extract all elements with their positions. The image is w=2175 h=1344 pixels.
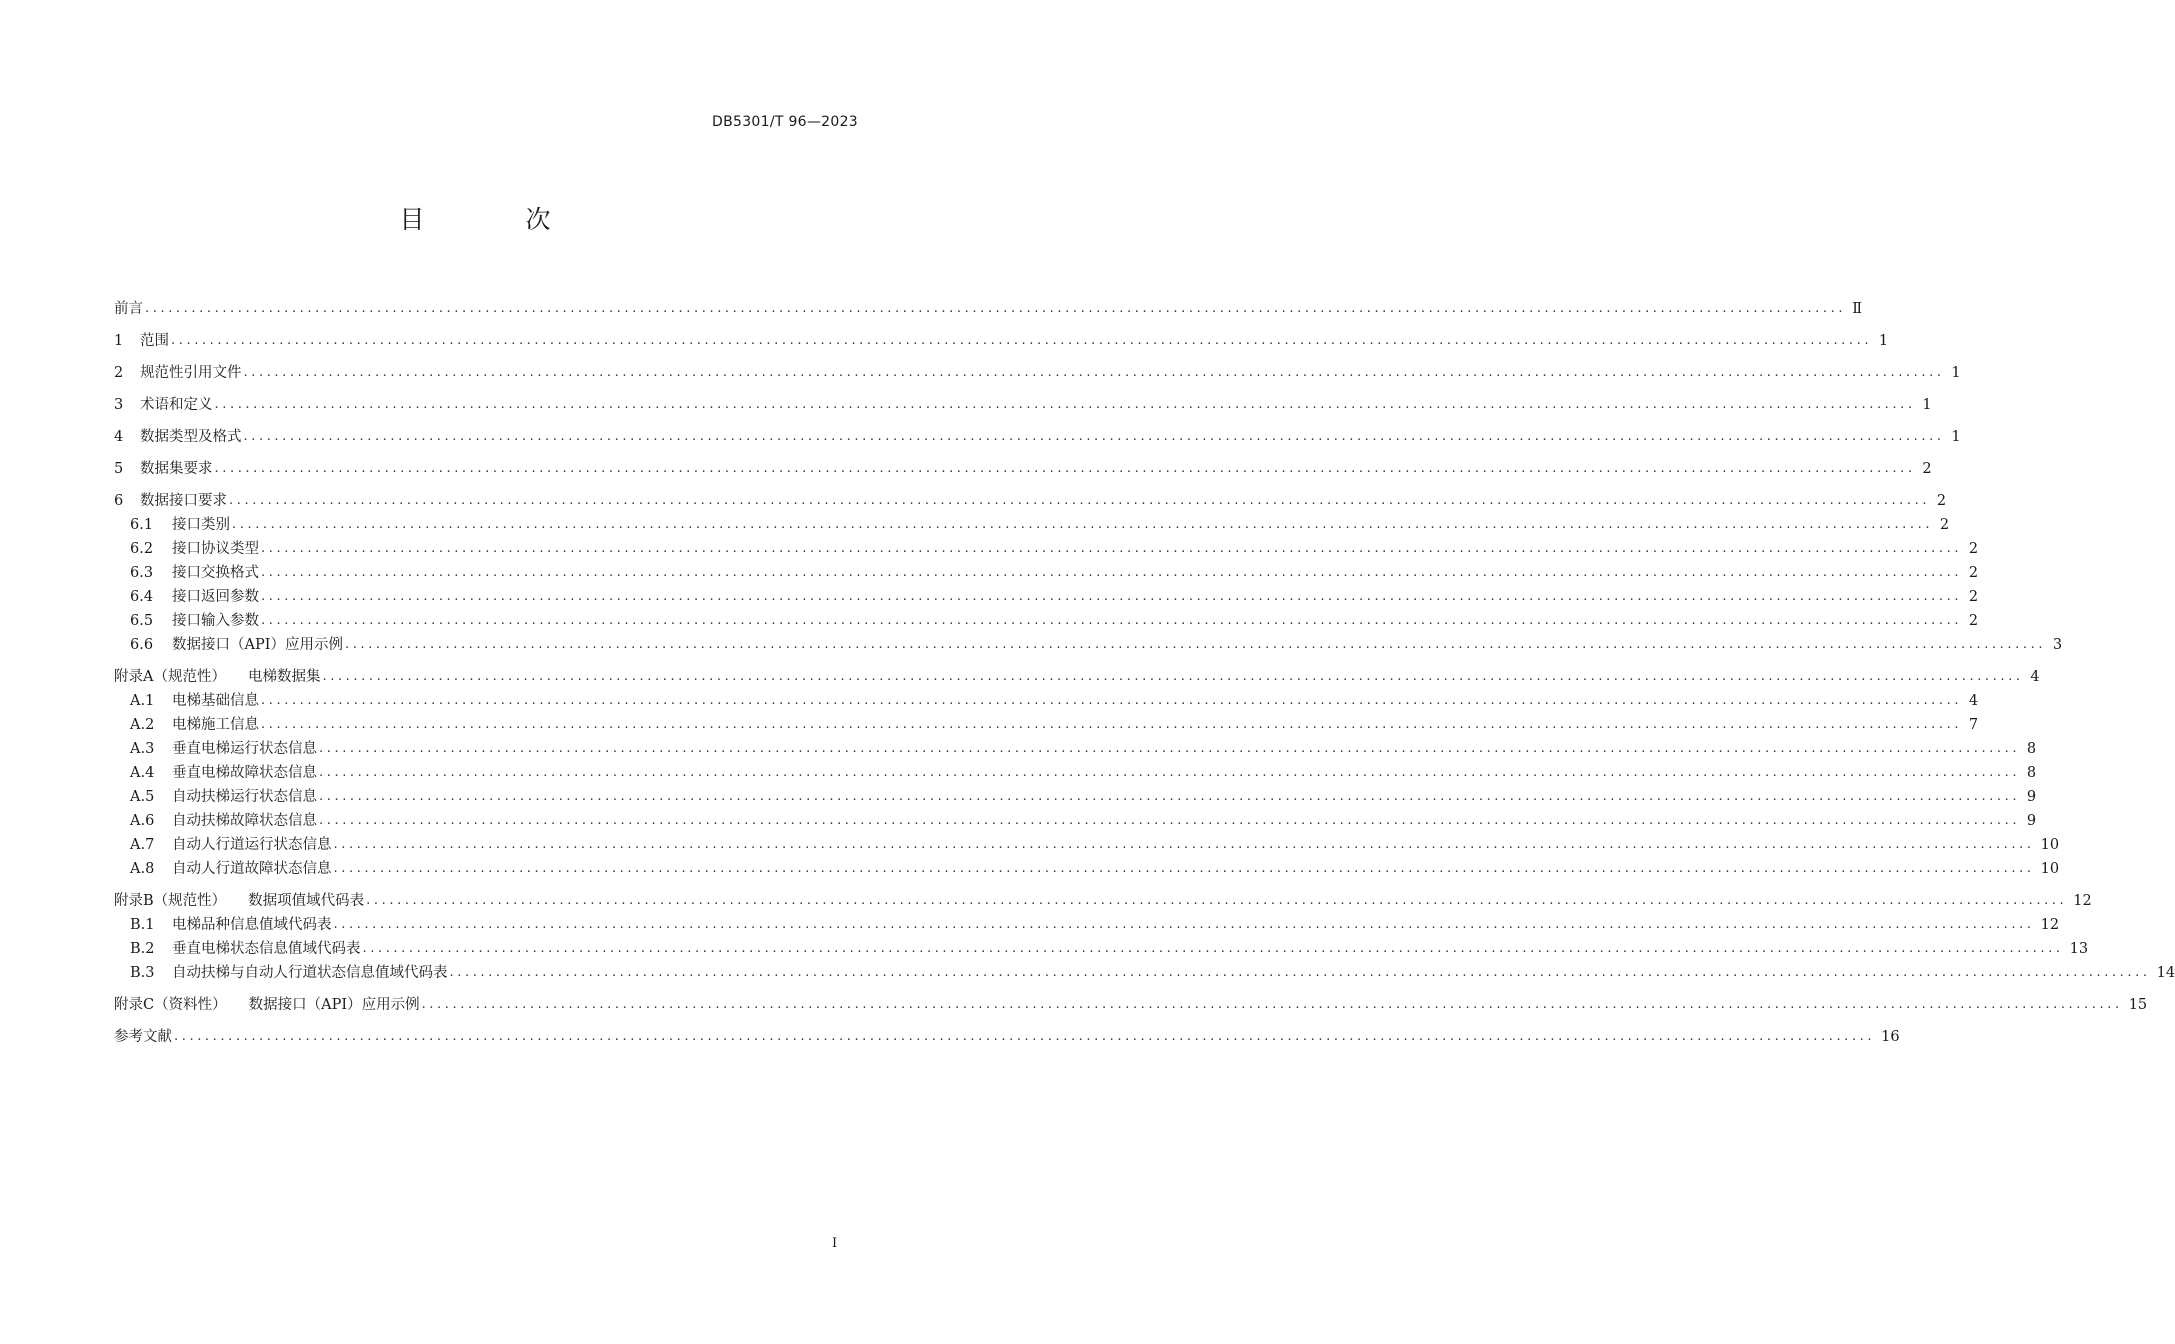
toc-leader-dots: ............................................................................................................................................................................................................................	[174, 1029, 1876, 1044]
toc-entry[interactable]	[114, 654, 2040, 686]
toc-entry-page: 1	[1951, 365, 1961, 381]
toc-entry-number: A.4	[130, 765, 155, 781]
toc-entry-label: 数据接口要求	[140, 493, 227, 509]
toc-entry-number: B.3	[130, 965, 155, 981]
toc-entry-number: A.7	[130, 837, 155, 853]
toc-entry-page: 2	[1968, 565, 1979, 581]
toc-entry-number: A.6	[130, 813, 155, 829]
toc-leader-dots: ............................................................................................................................................................................................................................	[261, 541, 1963, 556]
toc-leader-dots: ............................................................................................................................................................................................................................	[261, 565, 1963, 580]
toc-leader-dots: ............................................................................................................................................................................................................................	[261, 717, 1963, 732]
toc-entry[interactable]	[114, 382, 1932, 414]
toc-leader-dots: ............................................................................................................................................................................................................................	[344, 637, 2047, 652]
toc-leader-dots: ............................................................................................................................................................................................................................	[145, 301, 1847, 316]
toc-entry-label: 前言	[114, 301, 143, 317]
toc-entry-label: 接口交换格式	[172, 565, 259, 581]
toc-entry[interactable]	[114, 982, 2148, 1014]
document-code: DB5301/T 96—2023	[712, 114, 858, 130]
toc-entry-appendix-title: 电梯数据集	[247, 669, 321, 685]
toc-entry-number: A.5	[130, 789, 155, 805]
toc-entry-label: 电梯基础信息	[172, 693, 259, 709]
toc-entry-label: 自动扶梯运行状态信息	[172, 789, 317, 805]
toc-entry-page: 9	[2026, 789, 2037, 805]
toc-leader-dots: ............................................................................................................................................................................................................................	[171, 333, 1873, 348]
toc-entry-label: 接口输入参数	[172, 613, 259, 629]
toc-entry-label: 接口返回参数	[172, 589, 259, 605]
toc-leader-dots: ............................................................................................................................................................................................................................	[319, 765, 2021, 780]
toc-entry-label: 附录C（资料性） 数据接口（API）应用示例	[114, 997, 420, 1013]
toc-entry-label: 垂直电梯故障状态信息	[172, 765, 317, 781]
toc-entry-page: 7	[1968, 717, 1979, 733]
toc-entry-number: 6.2	[130, 541, 154, 557]
toc-entry-label: 接口协议类型	[172, 541, 259, 557]
toc-leader-dots: ............................................................................................................................................................................................................................	[261, 589, 1963, 604]
toc-entry[interactable]	[114, 606, 1979, 630]
toc-leader-dots: ............................................................................................................................................................................................................................	[243, 429, 1945, 444]
toc-entry[interactable]	[114, 710, 1979, 734]
toc-entry-number: A.2	[130, 717, 155, 733]
toc-leader-dots: ............................................................................................................................................................................................................................	[229, 493, 1931, 508]
toc-entry-label: 电梯施工信息	[172, 717, 259, 733]
toc-entry[interactable]	[114, 582, 1979, 606]
toc-leader-dots: ............................................................................................................................................................................................................................	[333, 837, 2035, 852]
toc-entry-number: A.1	[130, 693, 155, 709]
toc-entry-page: 4	[1968, 693, 1979, 709]
toc-entry-label: 范围	[140, 333, 169, 349]
toc-entry-page: 4	[2030, 669, 2040, 685]
toc-entry-page: 10	[2040, 861, 2060, 877]
toc-entry[interactable]	[114, 854, 2060, 878]
toc-entry[interactable]	[114, 446, 1932, 478]
toc-entry-page: 10	[2040, 837, 2060, 853]
toc-entry-number: 6.4	[130, 589, 154, 605]
toc-leader-dots: ............................................................................................................................................................................................................................	[333, 861, 2035, 876]
toc-entry-label: 附录B（规范性） 数据项值域代码表	[114, 893, 365, 909]
toc-entry-label: 垂直电梯运行状态信息	[172, 741, 317, 757]
toc-leader-dots: ............................................................................................................................................................................................................................	[232, 517, 1934, 532]
toc-entry[interactable]	[114, 558, 1979, 582]
toc-entry-page: 1	[1951, 429, 1961, 445]
toc-entry-page: 3	[2052, 637, 2063, 653]
toc-leader-dots: ............................................................................................................................................................................................................................	[243, 365, 1945, 380]
toc-leader-dots: ............................................................................................................................................................................................................................	[333, 917, 2035, 932]
toc-entry-page: 8	[2026, 765, 2037, 781]
toc-entry-label: 自动扶梯故障状态信息	[172, 813, 317, 829]
toc-entry-page: Ⅱ	[1852, 301, 1863, 317]
toc-entry-page: 14	[2156, 965, 2175, 981]
toc-entry-number: 6.3	[130, 565, 154, 581]
toc-entry-number: 4	[114, 429, 124, 445]
toc-entry-page: 2	[1922, 461, 1932, 477]
toc-entry-number: B.1	[130, 917, 155, 933]
toc-entry-page: 15	[2128, 997, 2148, 1013]
toc-entry[interactable]	[114, 806, 2037, 830]
toc-entry-label: 自动扶梯与自动人行道状态信息值域代码表	[172, 965, 448, 981]
toc-entry-page: 9	[2026, 813, 2037, 829]
toc-entry-page: 12	[2073, 893, 2092, 909]
toc-entry-page: 8	[2026, 741, 2037, 757]
toc-entry-number: 6.1	[130, 517, 154, 533]
toc-leader-dots: ............................................................................................................................................................................................................................	[366, 893, 2068, 908]
toc-leader-dots: ............................................................................................................................................................................................................................	[214, 461, 1916, 476]
toc-entry-label: 垂直电梯状态信息值域代码表	[172, 941, 361, 957]
toc-entry[interactable]	[114, 1014, 1900, 1046]
toc-entry[interactable]	[114, 414, 1961, 446]
toc-entry-label: 术语和定义	[140, 397, 213, 413]
toc-entry-number: A.3	[130, 741, 155, 757]
toc-entry[interactable]	[114, 478, 1947, 510]
toc-entry-label: 自动人行道运行状态信息	[172, 837, 332, 853]
toc-leader-dots: ............................................................................................................................................................................................................................	[322, 669, 2024, 684]
toc-entry-page: 1	[1922, 397, 1932, 413]
toc-entry[interactable]	[114, 878, 2092, 910]
toc-entry-page: 1	[1878, 333, 1889, 349]
toc-entry-page: 2	[1968, 589, 1979, 605]
toc-entry-label: 规范性引用文件	[140, 365, 242, 381]
toc-leader-dots: ............................................................................................................................................................................................................................	[319, 789, 2021, 804]
toc-entry-label: 附录A（规范性） 电梯数据集	[114, 669, 321, 685]
table-of-contents	[114, 286, 2175, 1046]
toc-entry-appendix-title: 数据接口（API）应用示例	[248, 997, 420, 1013]
toc-leader-dots: ............................................................................................................................................................................................................................	[362, 941, 2064, 956]
toc-entry[interactable]	[114, 286, 1863, 318]
toc-entry[interactable]	[114, 830, 2060, 854]
toc-leader-dots: ............................................................................................................................................................................................................................	[421, 997, 2123, 1012]
toc-entry-number: 6.5	[130, 613, 154, 629]
toc-entry[interactable]	[114, 910, 2060, 934]
toc-leader-dots: ............................................................................................................................................................................................................................	[319, 813, 2021, 828]
toc-entry[interactable]	[114, 758, 2037, 782]
toc-entry[interactable]	[114, 534, 1979, 558]
toc-entry-number: 5	[114, 461, 124, 477]
toc-entry-number: 6.6	[130, 637, 154, 653]
toc-entry[interactable]	[114, 510, 1950, 534]
toc-entry[interactable]	[114, 686, 1979, 710]
toc-entry[interactable]	[114, 350, 1961, 382]
toc-leader-dots: ............................................................................................................................................................................................................................	[214, 397, 1916, 412]
toc-entry[interactable]	[114, 782, 2037, 806]
toc-entry-label: 自动人行道故障状态信息	[172, 861, 332, 877]
toc-entry-label: 接口类别	[172, 517, 230, 533]
page-number: I	[832, 1236, 838, 1251]
toc-entry[interactable]	[114, 318, 1889, 350]
toc-entry-page: 12	[2040, 917, 2060, 933]
toc-leader-dots: ............................................................................................................................................................................................................................	[261, 693, 1963, 708]
toc-entry-page: 2	[1968, 613, 1979, 629]
toc-entry[interactable]	[114, 630, 2063, 654]
toc-entry-appendix-title: 数据项值域代码表	[248, 893, 365, 909]
toc-entry[interactable]	[114, 934, 2089, 958]
toc-title: 目 次	[399, 205, 589, 234]
toc-entry-page: 13	[2069, 941, 2089, 957]
toc-leader-dots: ............................................................................................................................................................................................................................	[261, 613, 1963, 628]
toc-entry[interactable]	[114, 734, 2037, 758]
toc-entry-page: 2	[1939, 517, 1950, 533]
toc-entry-label: 电梯品种信息值域代码表	[172, 917, 332, 933]
toc-entry-page: 2	[1968, 541, 1979, 557]
toc-entry-number: 2	[114, 365, 124, 381]
toc-entry-label: 参考文献	[114, 1029, 172, 1045]
toc-entry-number: 1	[114, 333, 124, 349]
toc-entry-label: 数据类型及格式	[140, 429, 242, 445]
toc-entry[interactable]	[114, 958, 2175, 982]
toc-entry-label: 数据接口（API）应用示例	[172, 637, 343, 653]
toc-entry-number: 3	[114, 397, 124, 413]
toc-entry-number: B.2	[130, 941, 155, 957]
toc-entry-number: A.8	[130, 861, 155, 877]
toc-entry-page: 2	[1936, 493, 1947, 509]
toc-entry-page: 16	[1881, 1029, 1900, 1045]
toc-entry-number: 6	[114, 493, 124, 509]
toc-entry-label: 数据集要求	[140, 461, 213, 477]
toc-leader-dots: ............................................................................................................................................................................................................................	[319, 741, 2021, 756]
toc-leader-dots: ............................................................................................................................................................................................................................	[449, 965, 2151, 980]
